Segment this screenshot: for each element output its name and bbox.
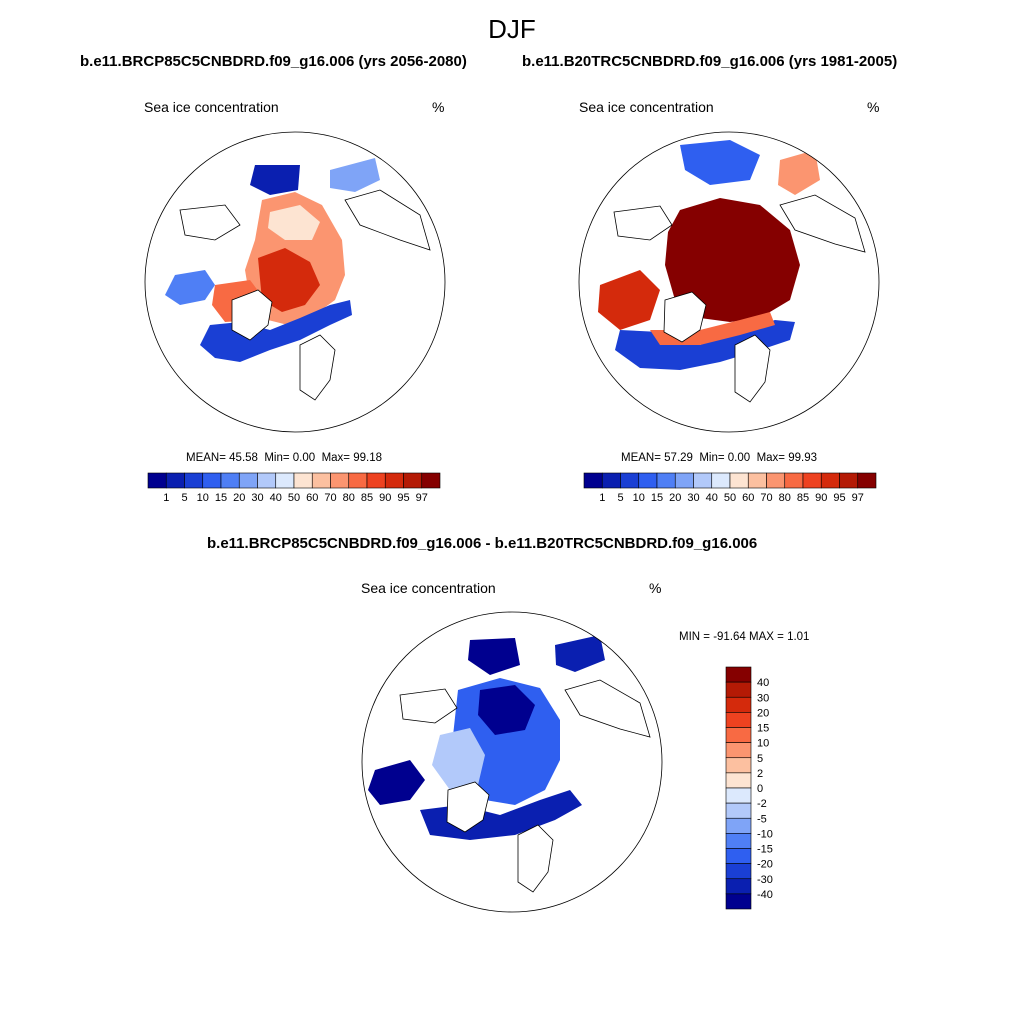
diff-colorbar-swatch bbox=[726, 894, 751, 909]
panel2-mean: 57.29 bbox=[664, 452, 693, 464]
panel1-labrador bbox=[165, 270, 215, 305]
panel2-colorbar-label: 85 bbox=[796, 492, 810, 504]
diff-colorbar-label: 10 bbox=[757, 737, 770, 750]
diff-colorbar-swatch bbox=[726, 879, 751, 894]
diff-colorbar-swatch bbox=[726, 803, 751, 818]
diff-colorbar-label: 0 bbox=[757, 783, 764, 795]
panel2-colorbar-swatch bbox=[602, 473, 620, 488]
panel1-colorbar-swatch bbox=[349, 473, 367, 488]
diff-colorbar-swatch bbox=[726, 743, 751, 758]
panel1-max: 99.18 bbox=[353, 452, 382, 464]
diff-colorbar-swatch bbox=[726, 849, 751, 864]
diff-colorbar-swatch bbox=[726, 682, 751, 697]
panel1-colorbar-swatch bbox=[331, 473, 349, 488]
diff-colorbar-swatch bbox=[726, 788, 751, 803]
panel2-colorbar-swatch bbox=[675, 473, 693, 488]
panel1-colorbar-swatch bbox=[404, 473, 422, 488]
panel2-colorbar-swatch bbox=[584, 473, 602, 488]
panel2-colorbar-label: 40 bbox=[705, 492, 718, 504]
panel1-min: 0.00 bbox=[292, 452, 316, 464]
panel2-colorbar-swatch bbox=[840, 473, 858, 488]
panel1-colorbar-label: 10 bbox=[196, 492, 209, 504]
panel1-colorbar-swatch bbox=[185, 473, 203, 488]
panel2-colorbar-label: 30 bbox=[687, 492, 700, 504]
panel1-mean: 45.58 bbox=[229, 452, 258, 464]
diff-min: -91.64 bbox=[713, 631, 746, 643]
panel1-colorbar-label: 1 bbox=[163, 492, 170, 504]
diff-colorbar-swatch bbox=[726, 773, 751, 788]
panel1-colorbar-label: 60 bbox=[306, 492, 319, 504]
panel2-scandinavia bbox=[735, 335, 770, 402]
panel2-map bbox=[579, 132, 879, 432]
diff-colorbar-swatch bbox=[726, 864, 751, 879]
panel1-colorbar-label: 15 bbox=[214, 492, 228, 504]
figure-title: DJF bbox=[488, 14, 536, 44]
panel2-colorbar-label: 70 bbox=[760, 492, 773, 504]
diff-title: b.e11.BRCP85C5CNBDRD.f09_g16.006 - b.e11.B20TRC5CNBDRD.f09_g16.006 bbox=[207, 535, 758, 552]
panel2-max: 99.93 bbox=[788, 452, 817, 464]
diff-colorbar-label: 20 bbox=[757, 707, 770, 720]
panel1-max-label: Max= bbox=[321, 452, 351, 464]
panel1-colorbar-label: 20 bbox=[233, 492, 246, 504]
panel1-mean-label: MEAN= bbox=[186, 452, 226, 464]
diff-left-label: Sea ice concentration bbox=[361, 580, 496, 596]
panel1-colorbar-label: 30 bbox=[251, 492, 264, 504]
diff-colorbar-label: 2 bbox=[757, 767, 764, 780]
diff-colorbar-swatch bbox=[726, 712, 751, 727]
panel1-colorbar-swatch bbox=[276, 473, 294, 488]
panel1-colorbar-swatch bbox=[221, 473, 239, 488]
panel1-title: b.e11.BRCP85C5CNBDRD.f09_g16.006 (yrs 2056-2080) bbox=[80, 53, 467, 70]
diff-bering bbox=[468, 638, 520, 675]
panel2-colorbar-label: 5 bbox=[617, 492, 624, 504]
diff-okhotsk bbox=[555, 635, 605, 672]
diff-colorbar-label: 15 bbox=[757, 722, 770, 735]
panel1-colorbar-swatch bbox=[312, 473, 330, 488]
panel2-colorbar-swatch bbox=[657, 473, 675, 488]
panel2-colorbar-swatch bbox=[712, 473, 730, 488]
panel2-labrador bbox=[598, 270, 660, 330]
diff-colorbar-label: -40 bbox=[757, 888, 773, 901]
panel2-colorbar-label: 10 bbox=[632, 492, 645, 504]
panel2-colorbar-swatch bbox=[621, 473, 639, 488]
panel1-colorbar-label: 97 bbox=[415, 492, 428, 504]
panel2-colorbar-swatch bbox=[730, 473, 748, 488]
diff-colorbar-label: -2 bbox=[757, 798, 767, 811]
panel2-max-label: Max= bbox=[756, 452, 786, 464]
panel2-bering bbox=[680, 140, 760, 185]
panel1-colorbar-swatch bbox=[367, 473, 385, 488]
panel2-colorbar-label: 15 bbox=[650, 492, 664, 504]
panel1-colorbar-swatch bbox=[166, 473, 184, 488]
diff-colorbar-swatch bbox=[726, 758, 751, 773]
diff-colorbar-label: 40 bbox=[757, 677, 770, 690]
panel1-colorbar-label: 90 bbox=[379, 492, 392, 504]
panel1-colorbar-label: 50 bbox=[287, 492, 301, 504]
panel1-colorbar-swatch bbox=[203, 473, 221, 488]
panel1-colorbar-label: 70 bbox=[324, 492, 337, 504]
panel2-colorbar-label: 60 bbox=[742, 492, 755, 504]
panel1-colorbar-swatch bbox=[422, 473, 440, 488]
diff-colorbar-swatch bbox=[726, 728, 751, 743]
panel1-map bbox=[145, 132, 445, 432]
panel2-colorbar-swatch bbox=[858, 473, 876, 488]
panel1-colorbar-label: 40 bbox=[269, 492, 282, 504]
panel1-colorbar-swatch bbox=[385, 473, 403, 488]
panel2-colorbar-swatch bbox=[803, 473, 821, 488]
diff-colorbar-label: -10 bbox=[757, 828, 773, 841]
panel1-colorbar-swatch bbox=[294, 473, 312, 488]
panel1-siberia bbox=[345, 190, 430, 250]
panel1-colorbar-label: 95 bbox=[397, 492, 410, 504]
diff-alaska bbox=[400, 689, 457, 723]
panel1-colorbar-swatch bbox=[239, 473, 257, 488]
panel2-colorbar-label: 20 bbox=[669, 492, 682, 504]
panel2-min-label: Min= bbox=[699, 452, 725, 464]
panel2-colorbar-swatch bbox=[767, 473, 785, 488]
panel1-okhotsk bbox=[330, 158, 380, 192]
panel1-colorbar-label: 5 bbox=[181, 492, 188, 504]
panel1-min-label: Min= bbox=[264, 452, 290, 464]
panel2-min: 0.00 bbox=[727, 452, 751, 464]
diff-colorbar bbox=[726, 667, 773, 909]
diff-colorbar-swatch bbox=[726, 818, 751, 833]
panel2-colorbar-label: 95 bbox=[833, 492, 846, 504]
panel2-colorbar-label: 50 bbox=[723, 492, 737, 504]
diff-colorbar-label: 30 bbox=[757, 692, 770, 705]
panel2-colorbar-label: 1 bbox=[599, 492, 606, 504]
panel2-colorbar-swatch bbox=[785, 473, 803, 488]
diff-min-label: MIN = bbox=[679, 631, 710, 643]
panel1-colorbar-label: 85 bbox=[360, 492, 374, 504]
diff-scandinavia bbox=[518, 825, 553, 892]
diff-colorbar-swatch bbox=[726, 833, 751, 848]
panel1-colorbar-label: 80 bbox=[342, 492, 355, 504]
diff-colorbar-label: -30 bbox=[757, 873, 773, 886]
diff-siberia bbox=[565, 680, 650, 737]
diff-max: 1.01 bbox=[787, 631, 810, 643]
panel1-left-label: Sea ice concentration bbox=[144, 99, 279, 115]
diff-colorbar-swatch bbox=[726, 697, 751, 712]
panel2-okhotsk bbox=[778, 150, 820, 195]
panel1-alaska bbox=[180, 205, 240, 240]
diff-colorbar-swatch bbox=[726, 667, 751, 682]
panel1-colorbar-swatch bbox=[148, 473, 166, 488]
diff-colorbar-label: 5 bbox=[757, 752, 764, 765]
panel1-colorbar bbox=[148, 473, 440, 504]
panel1-bering bbox=[250, 165, 300, 195]
diff-labrador bbox=[368, 760, 425, 805]
panel2-colorbar-swatch bbox=[748, 473, 766, 488]
panel2-left-label: Sea ice concentration bbox=[579, 99, 714, 115]
diff-colorbar-label: -15 bbox=[757, 843, 773, 856]
panel2-colorbar-label: 90 bbox=[815, 492, 828, 504]
diff-map bbox=[362, 612, 662, 912]
panel2-units: % bbox=[867, 99, 880, 115]
panel2-colorbar-swatch bbox=[821, 473, 839, 488]
panel2-colorbar bbox=[584, 473, 876, 504]
diff-max-label: MAX = bbox=[749, 631, 784, 643]
diff-units: % bbox=[649, 580, 662, 596]
panel2-title: b.e11.B20TRC5CNBDRD.f09_g16.006 (yrs 1981-2005) bbox=[522, 53, 898, 70]
diff-colorbar-label: -20 bbox=[757, 858, 773, 871]
panel1-units: % bbox=[432, 99, 445, 115]
panel2-colorbar-label: 97 bbox=[851, 492, 864, 504]
panel2-colorbar-swatch bbox=[639, 473, 657, 488]
panel2-alaska bbox=[614, 206, 672, 240]
panel2-colorbar-swatch bbox=[694, 473, 712, 488]
diff-colorbar-label: -5 bbox=[757, 813, 767, 826]
panel1-colorbar-swatch bbox=[258, 473, 276, 488]
panel1-scandinavia bbox=[300, 335, 335, 400]
panel2-colorbar-label: 80 bbox=[778, 492, 791, 504]
panel2-mean-label: MEAN= bbox=[621, 452, 661, 464]
